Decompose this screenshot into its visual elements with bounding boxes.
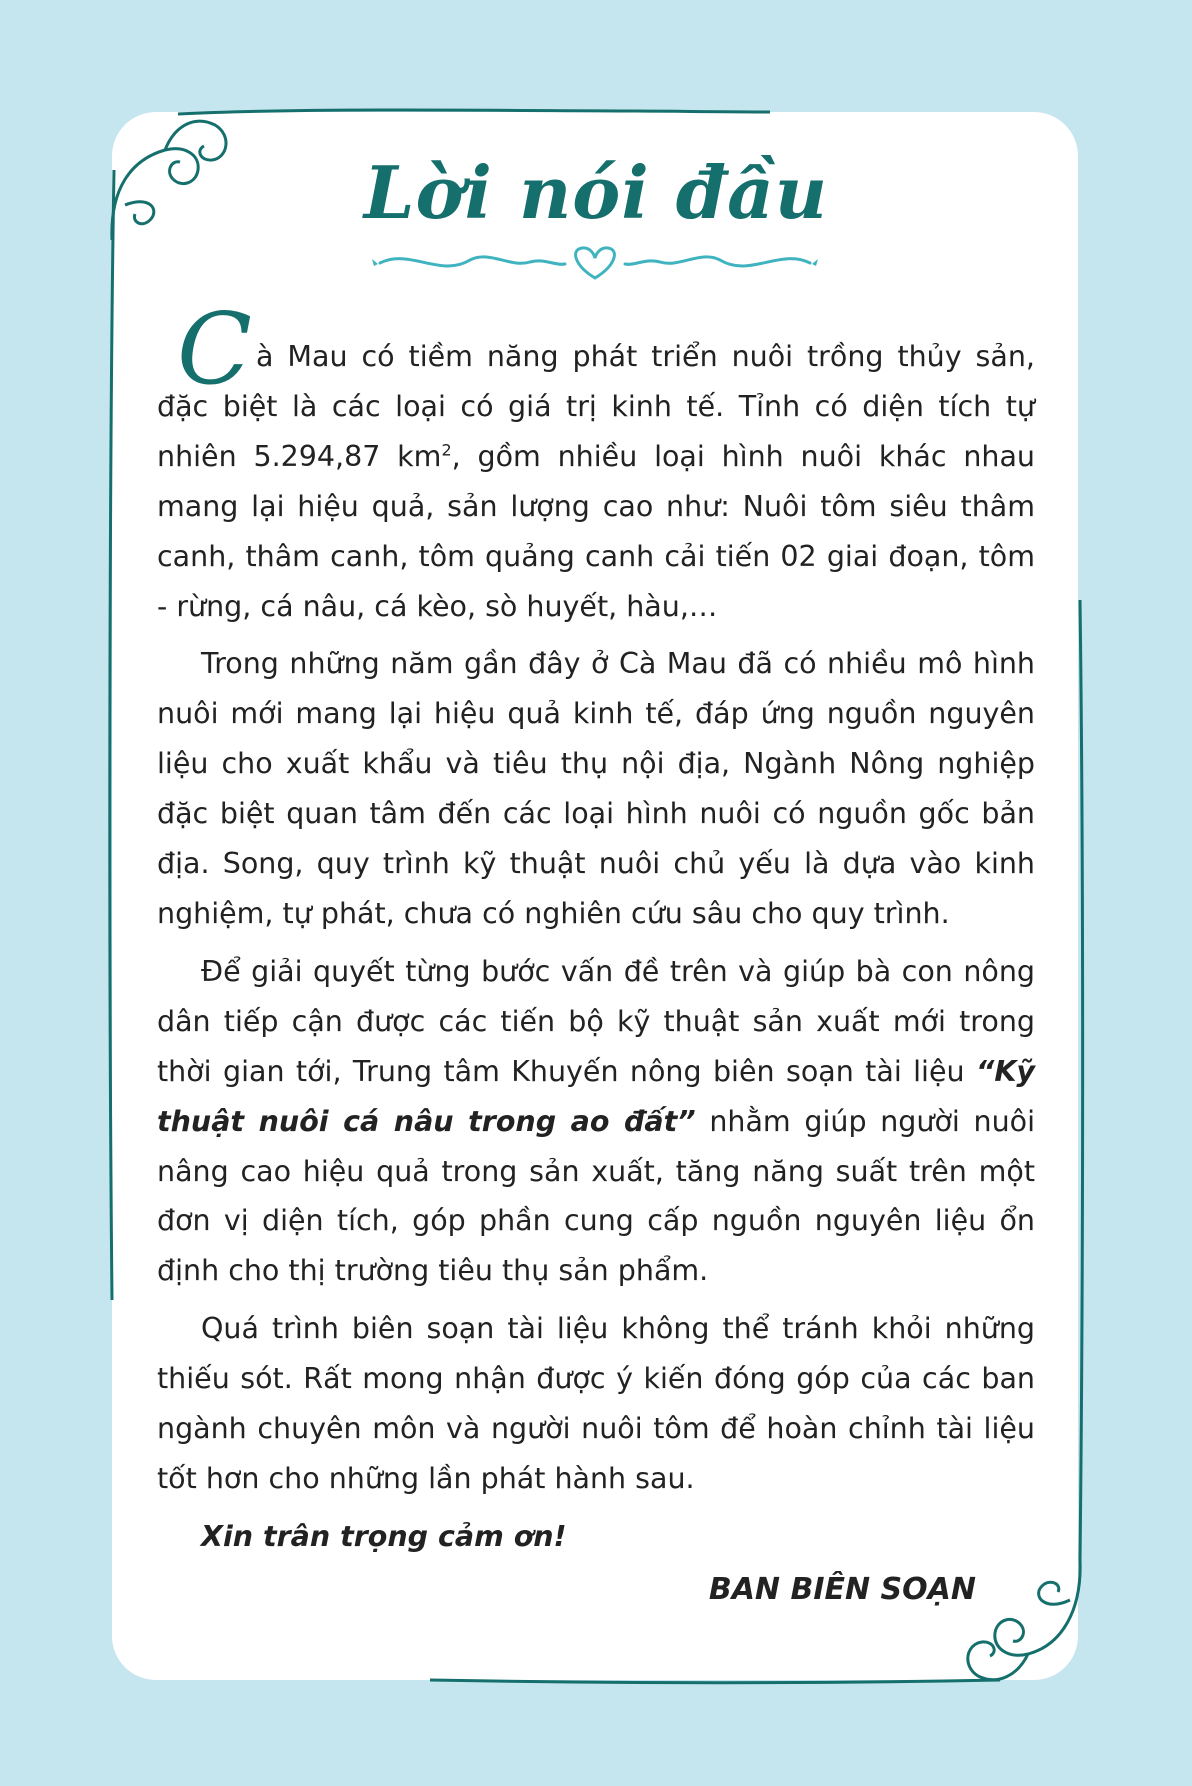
signature: BAN BIÊN SOẠN [708, 1572, 976, 1607]
paragraph-4: Quá trình biên soạn tài liệu không thể tránh khỏi những thiếu sót. Rất mong nhận được ý kiến đóng góp của các ban ngành chuyên môn và người nuôi tôm để hoàn chỉnh tài liệu tốt hơn cho những lần phát hành sau. [157, 1312, 1035, 1495]
thanks-line: Xin trân trọng cảm ơn! [201, 1519, 567, 1553]
paragraph-1-text-a: à Mau có tiềm năng phát triển nuôi trồng thủy sản, đặc biệt là các loại có giá trị kinh tế. Tỉnh có diện tích tự nhiên 5.294,87 km [157, 340, 1035, 473]
corner-swirl-bottom-right-icon [968, 1560, 1080, 1680]
paragraph-3 [157, 947, 1035, 1296]
paragraph-2: Trong những năm gần đây ở Cà Mau đã có nhiều mô hình nuôi mới mang lại hiệu quả kinh tế, đáp ứng nguồn nguyên liệu cho xuất khẩu và tiêu thụ nội địa, Ngành Nông nghiệp đặc biệt quan tâm đến các loại hình nuôi có nguồn gốc bản địa. Song, quy trình kỹ thuật nuôi chủ yếu là dựa vào kinh nghiệm, tự phát, chưa có nghiên cứu sâu cho quy trình. [157, 647, 1035, 930]
page-title: Lời nói đầu [363, 150, 829, 235]
drop-cap: C [177, 293, 252, 407]
frame-line-left [110, 170, 114, 1300]
frame-line-top [178, 110, 770, 114]
frame-line-bottom [430, 1680, 1000, 1683]
paragraph-3-text-a: Để giải quyết từng bước vấn đề trên và giúp bà con nông dân tiếp cận được các tiến bộ kỹ thuật sản xuất mới trong thời gian tới, Trung tâm Khuyến nông biên soạn tài liệu [157, 954, 1035, 1088]
preface-body [157, 293, 1035, 1562]
frame-line-right [1080, 600, 1083, 1560]
paragraph-1 [157, 293, 1035, 631]
heart-flourish-divider-icon [370, 238, 820, 288]
superscript: 2 [441, 440, 452, 460]
paragraph-1-text-b: , gồm nhiều loại hình nuôi khác nhau mang lại hiệu quả, sản lượng cao như: Nuôi tôm siêu thâm canh, thâm canh, tôm quảng canh cải tiến 02 giai đoạn, tôm - rừng, cá nâu, cá kèo, sò huyết, hàu,… [157, 439, 1035, 623]
document-title-emphasis: “Kỹ thuật nuôi cá nâu trong ao đất” [157, 1054, 1035, 1138]
paragraph-3-text-b: nhằm giúp người nuôi nâng cao hiệu quả trong sản xuất, tăng năng suất trên một đơn vị diện tích, góp phần cung cấp nguồn nguyên liệu ổn định cho thị trường tiêu thụ sản phẩm. [157, 1104, 1035, 1288]
